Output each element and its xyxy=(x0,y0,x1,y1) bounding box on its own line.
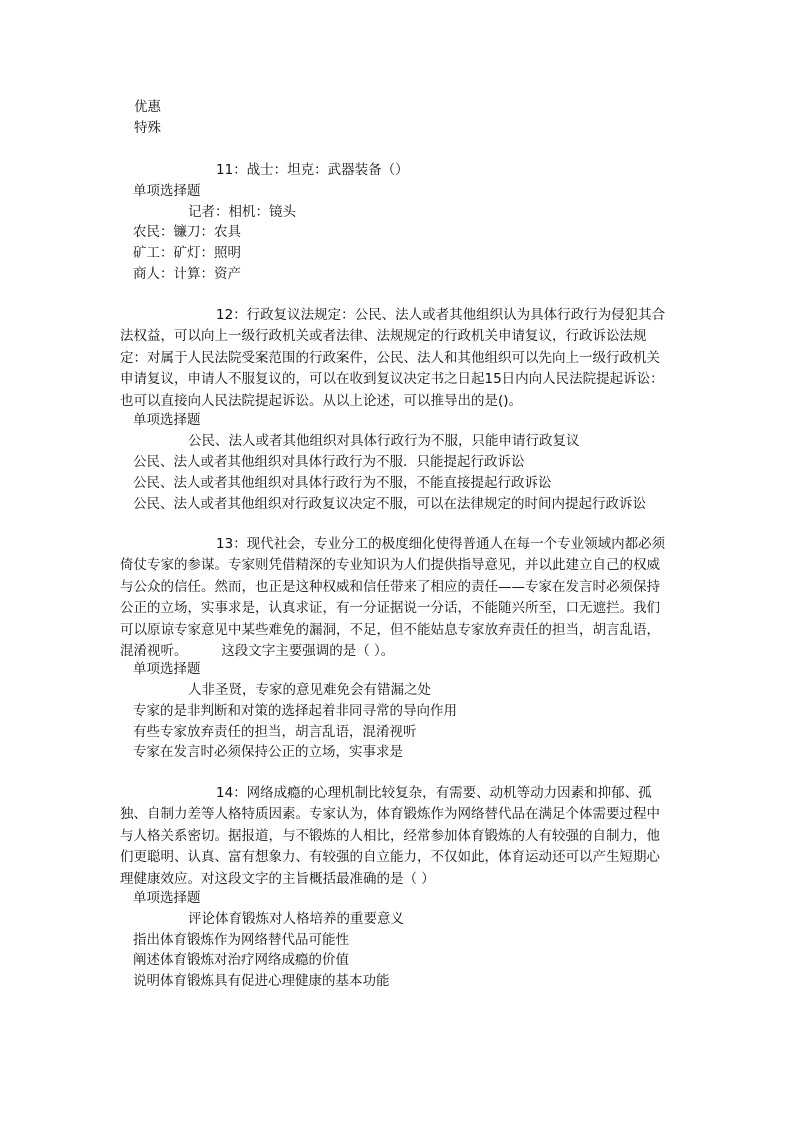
question-number: 14 xyxy=(216,785,234,801)
option-c: 阐述体育锻炼对治疗网络成瘾的价值 xyxy=(133,952,349,968)
question-text: ：网络成瘾的心理机制比较复杂，有需要、动机等动力因素和抑郁、孤独、自制力差等人格特质因素。专家认为，体育锻炼作为网络替代品在满足个体需要过程中与人格关系密切。据报道，与不锻炼的人相比，经常参加体育锻炼的人有较强的自制力，他们更聪明、认真、富有想象力、有较强的自立能力，不仅如此，体育运动还可以产生短期心理健康效应。对这段文字的主旨概括最准确的是（ ） xyxy=(120,785,660,887)
option-a: 公民、法人或者其他组织对具体行政行为不服，只能申请行政复议 xyxy=(188,433,580,449)
option-c: 有些专家放弃责任的担当，胡言乱语，混淆视听 xyxy=(133,724,417,740)
option-b: 专家的是非判断和对策的选择起着非同寻常的导向作用 xyxy=(133,703,457,719)
question-14-stem xyxy=(120,783,668,890)
question-text: ：行政复议法规定：公民、法人或者其他组织认为具体行政行为侵犯其合法权益，可以向上一级行政机关或者法律、法规规定的行政机关申请复议，行政诉讼法规定：对属于人民法院受案范围的行政案件，公民、法人和其他组织可以先向上一级行政机关申请复议，申请人不服复议的，可以在收到复议决定书之日起15日内向人民法院提起诉讼：也可以直接向人民法院提起诉讼。从以上论述，可以推导出的是()。 xyxy=(120,307,666,409)
option-d: 商人：计算：资产 xyxy=(133,266,241,282)
option-text: 优惠 xyxy=(134,99,161,115)
question-12-stem xyxy=(120,305,668,412)
option-c: 矿工：矿灯：照明 xyxy=(133,245,241,261)
question-text: ：战士：坦克：武器装备（） xyxy=(233,162,409,178)
option-c: 公民、法人或者其他组织对具体行政行为不服，不能直接提起行政诉讼 xyxy=(133,475,552,491)
question-11-stem xyxy=(216,160,409,180)
option-d: 公民、法人或者其他组织对行政复议决定不服，可以在法律规定的时间内提起行政诉讼 xyxy=(133,496,646,512)
question-type-label: 单项选择题 xyxy=(133,412,201,428)
option-a: 记者：相机：镜头 xyxy=(188,204,296,220)
question-number: 13 xyxy=(216,536,234,552)
option-a: 人非圣贤，专家的意见难免会有错漏之处 xyxy=(188,682,431,698)
question-type-label: 单项选择题 xyxy=(133,183,201,199)
option-a: 评论体育锻炼对人格培养的重要意义 xyxy=(188,911,404,927)
question-type-label: 单项选择题 xyxy=(133,890,201,906)
option-text: 特殊 xyxy=(134,120,161,136)
question-13-stem xyxy=(120,534,668,662)
option-b: 指出体育锻炼作为网络替代品可能性 xyxy=(133,932,349,948)
question-type-label: 单项选择题 xyxy=(133,661,201,677)
question-number: 11 xyxy=(216,162,234,178)
option-b: 农民：镰刀：农具 xyxy=(133,224,241,240)
option-b: 公民、法人或者其他组织对具体行政行为不服．只能提起行政诉讼 xyxy=(133,454,525,470)
question-text: ：现代社会，专业分工的极度细化使得普通人在每一个专业领域内都必须倚仗专家的参谋。专家则凭借精深的专业知识为人们提供指导意见，并以此建立自己的权威与公众的信任。然而，也正是这种权威和信任带来了相应的责任——专家在发言时必须保持公正的立场，实事求是，认真求证，有一分证据说一分话，不能随兴所至，口无遮拦。我们可以原谅专家意见中某些难免的漏洞，不足，但不能姑息专家放弃责任的担当，胡言乱语，混淆视听。 这段文字主要强调的是（ ）。 xyxy=(120,536,666,660)
question-number: 12 xyxy=(216,307,234,323)
option-d: 专家在发言时必须保持公正的立场，实事求是 xyxy=(133,744,403,760)
option-d: 说明体育锻炼具有促进心理健康的基本功能 xyxy=(133,973,390,989)
